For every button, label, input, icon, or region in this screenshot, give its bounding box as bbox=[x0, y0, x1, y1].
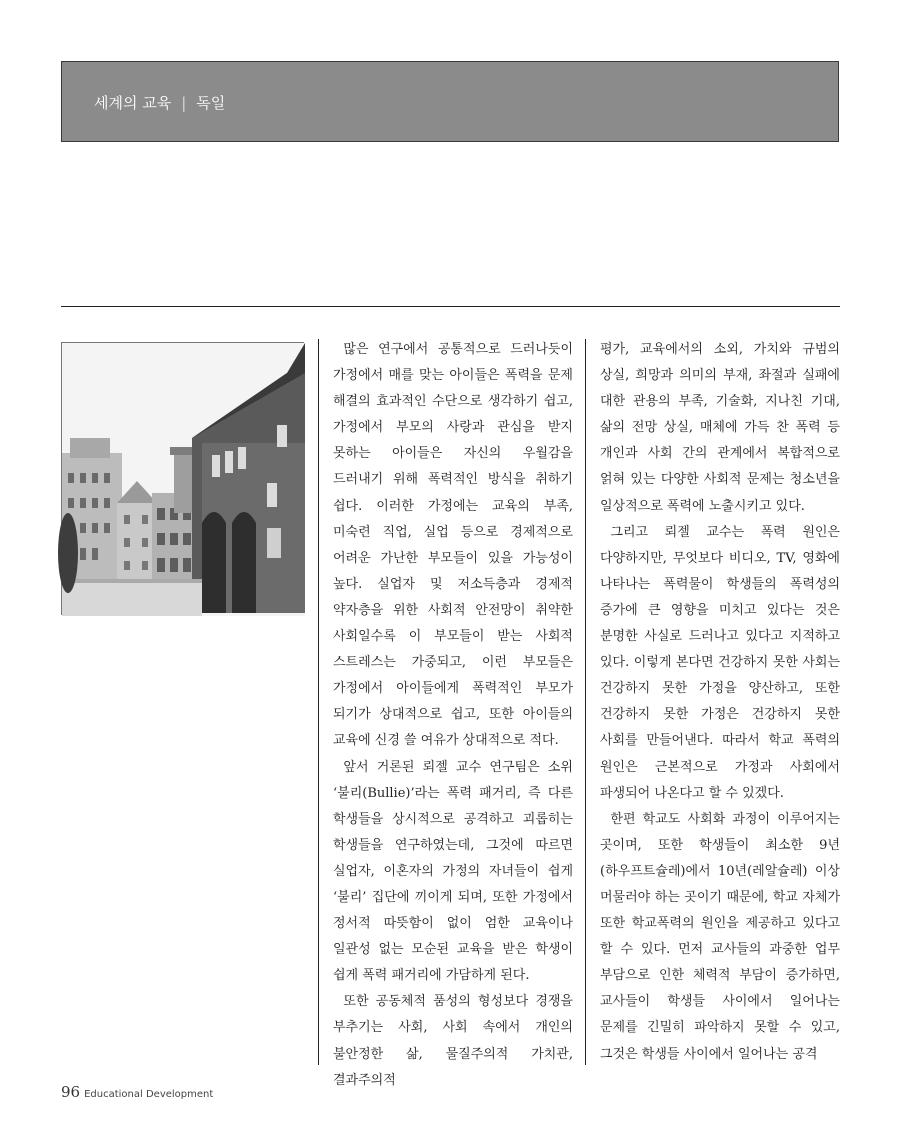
section-header-bar bbox=[61, 61, 839, 142]
horizontal-rule bbox=[61, 306, 840, 307]
section-header-title bbox=[94, 92, 225, 113]
paragraph: 한편 학교도 사회화 과정이 이루어지는 곳이며, 또한 학생들이 최소한 9년(하우프트슐레)에서 10년(레알슐레) 이상 머물러야 하는 곳이기 때문에, 학교 자체가 또한 학교폭력의 원인을 제공하고 있다고 할 수 있다. 먼저 교사들의 과중한 업무 부담으로 인한 체력적 부담이 증가하면, 교사들이 학생들 사이에서 일어나는 문제를 긴밀히 파악하지 못할 수 있고, 그것은 학생들 사이에서 일어나는 공격 bbox=[600, 811, 840, 1062]
header-divider: | bbox=[181, 94, 187, 112]
photo-castle-courtyard bbox=[61, 342, 304, 615]
paragraph: 많은 연구에서 공통적으로 드러나듯이 가정에서 매를 맞는 아이들은 폭력을 문제 해결의 효과적인 수단으로 생각하기 쉽고, 가정에서 부모의 사랑과 관심을 받지 못하는 아이들은 자신의 우월감을 드러내기 위해 폭력적인 방식을 취하기 쉽다. 이러한 가정에는 교육의 부족, 미숙련 직업, 실업 등으로 경제적으로 어려운 가난한 부모들이 있을 가능성이 높다. 실업자 및 저소득층과 경제적 약자층을 위한 사회적 안전망이 취약한 사회일수록 이 부모들이 받는 사회적 스트레스는 가중되고, 이런 부모들은 가정에서 아이들에게 폭력적인 부모가 되기가 상대적으로 쉽고, 또한 아이들의 교육에 신경 쓸 여유가 상대적으로 적다. bbox=[333, 342, 573, 749]
paragraph: 또한 공동체적 품성의 형성보다 경쟁을 부추기는 사회, 사회 속에서 개인의 불안정한 삶, 물질주의적 가치관, 결과주의적 bbox=[333, 994, 573, 1088]
text-column-2 bbox=[600, 337, 840, 1070]
column-divider-right bbox=[585, 339, 586, 1065]
text-column-1 bbox=[333, 337, 573, 1088]
publication-name: Educational Development bbox=[84, 1089, 214, 1100]
paragraph: 앞서 거론된 뢰젤 교수 연구팀은 소위 ‘불리(Bullie)’라는 폭력 패거리, 즉 다른 학생들을 상시적으로 공격하고 괴롭히는 학생들을 연구하였는데, 그것에 따르면 실업자, 이혼자의 가정의 자녀들이 쉽게 ‘불리’ 집단에 끼이게 되며, 또한 가정에서 정서적 따뜻함이 없이 엄한 교육이나 일관성 없는 모순된 교육을 받은 학생이 쉽게 폭력 패거리에 가담하게 된다. bbox=[333, 759, 573, 984]
country-name: 독일 bbox=[196, 94, 226, 112]
page-number: 96 bbox=[61, 1083, 81, 1101]
section-name: 세계의 교육 bbox=[94, 94, 172, 112]
paragraph: 평가, 교육에서의 소외, 가치와 규범의 상실, 희망과 의미의 부재, 좌절과 실패에 대한 관용의 부족, 기술화, 지나친 기대, 삶의 전망 상실, 매체에 가득 찬 폭력 등 개인과 사회 간의 관계에서 복합적으로 얽혀 있는 다양한 사회적 문제는 청소년을 일상적으로 폭력에 노출시키고 있다. bbox=[600, 342, 840, 514]
page-footer bbox=[61, 1082, 213, 1101]
paragraph: 그리고 뢰젤 교수는 폭력 원인은 다양하지만, 무엇보다 비디오, TV, 영화에 나타나는 폭력물이 학생들의 폭력성의 증가에 큰 영향을 미치고 있다는 것은 분명한 사실로 드러나고 있다고 지적하고 있다. 이렇게 본다면 건강하지 못한 사회는 건강하지 못한 가정을 양산하고, 또한 건강하지 못한 가정은 건강하지 못한 사회를 만들어낸다. 따라서 학교 폭력의 원인은 근본적으로 가정과 사회에서 파생되어 나온다고 할 수 있겠다. bbox=[600, 524, 840, 801]
photo-illustration bbox=[62, 343, 305, 616]
column-divider-left bbox=[318, 339, 319, 1065]
